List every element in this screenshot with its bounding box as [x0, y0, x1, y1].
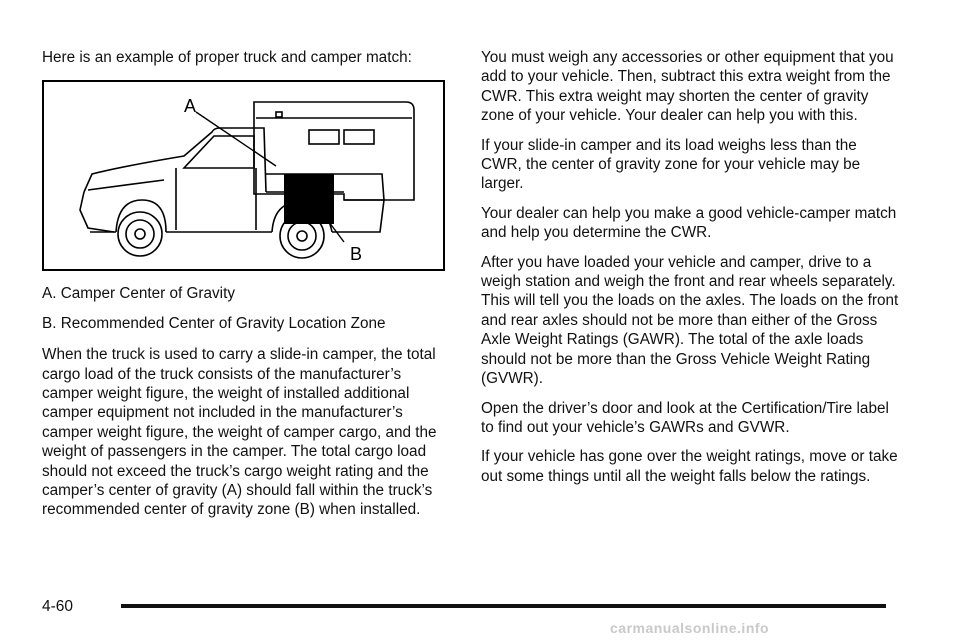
left-column: [42, 48, 444, 530]
paragraph-accessories: You must weigh any accessories or other equipment that you add to your vehicle. Then, subtract this extra weight from the CWR. This extra weight may shorten the center of gravity zone of your vehicle. Your dealer can help you with this.: [481, 49, 894, 125]
callout-b-label: B: [350, 244, 363, 265]
watermark-text: carmanualsonline.info: [610, 620, 770, 636]
body-paragraph: When the truck is used to carry a slide-in camper, the total cargo load of the truck consists of the manufacturer’s camper weight figure, the weight of installed additional camper equipment not included in the manufacturer’s camper weight figure, the weight of camper cargo, and the weight of passengers in the camper. The total cargo load should not exceed the truck’s cargo weight rating and the camper’s center of gravity (A) should fall within the truck’s recommended center of gravity zone (B) when installed.: [42, 346, 437, 519]
paragraph-label: Open the driver’s door and look at the Certification/Tire label to find out your vehicle’s GAWRs and GVWR.: [481, 399, 889, 436]
cg-zone-marker: [284, 174, 334, 224]
truck-camper-illustration: [44, 82, 443, 269]
footer-rule: [121, 604, 886, 608]
right-column: [481, 48, 901, 496]
page-number: 4-60: [42, 598, 74, 615]
callout-a-label: A: [184, 96, 197, 117]
paragraph-weigh-station: After you have loaded your vehicle and camper, drive to a weigh station and weigh the front and rear wheels separately. This will tell you the loads on the axles. The loads on the front and rear axles should not be more than either of the Gross Axle Weight Ratings (GAWR). The total of the axle loads should not be more than the Gross Vehicle Weight Rating (GVWR).: [481, 253, 899, 388]
paragraph-dealer: Your dealer can help you make a good vehicle-camper match and help you determine the CWR.: [481, 204, 897, 242]
truck-camper-figure: [42, 80, 445, 271]
legend-item-a: A. Camper Center of Gravity: [42, 285, 235, 303]
intro-text: Here is an example of proper truck and camper match:: [42, 49, 412, 66]
legend-item-b: B. Recommended Center of Gravity Location Zone: [42, 314, 386, 332]
paragraph-over-weight: If your vehicle has gone over the weight ratings, move or take out some things until all the weight falls below the ratings.: [481, 448, 898, 485]
paragraph-slide-in: If your slide-in camper and its load weighs less than the CWR, the center of gravity zone for your vehicle may be larger.: [481, 136, 861, 193]
truck-cab: [84, 128, 266, 192]
